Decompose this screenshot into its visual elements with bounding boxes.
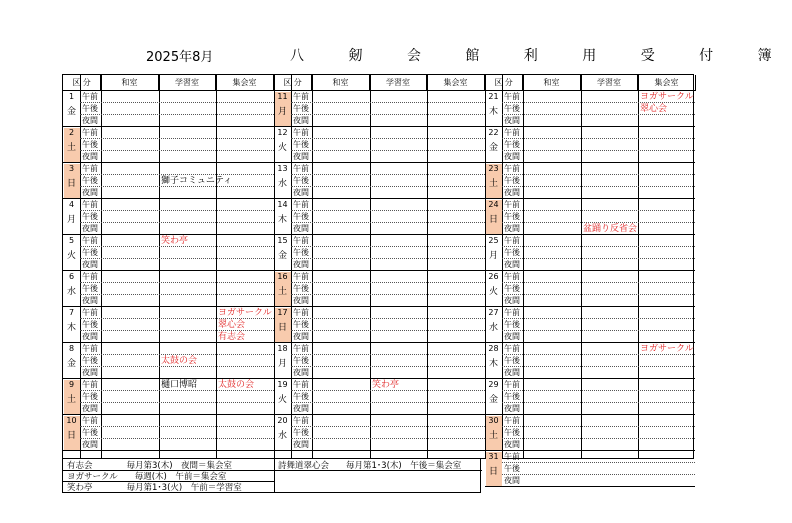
slot-label: 午後 [82, 104, 98, 113]
slot-label: 午前 [82, 308, 98, 317]
booking-entry[interactable]: 翠心会 [218, 320, 246, 330]
slot-label: 夜間 [293, 368, 309, 377]
slot-label: 午前 [504, 92, 520, 101]
day-weekday: 木 [277, 215, 287, 225]
booking-entry[interactable]: 盆踊り反省会 [583, 224, 638, 234]
day-weekday: 土 [66, 395, 76, 405]
slot-label: 午後 [504, 248, 520, 257]
column-header-washitsu: 和室 [312, 75, 370, 91]
slot-label: 午後 [504, 320, 520, 329]
slot-label: 夜間 [82, 368, 98, 377]
slot-label: 夜間 [293, 296, 309, 305]
slot-label: 午前 [293, 344, 309, 353]
slot-label: 午後 [504, 212, 520, 221]
note-line: ヨガサークル 毎週(木) 午前＝集会室 [67, 472, 227, 482]
booking-entry[interactable]: ヨガサークル [640, 92, 694, 102]
day-row[interactable] [63, 271, 274, 307]
slot-label: 午後 [293, 320, 309, 329]
day-number: 2 [68, 128, 75, 137]
day-number: 18 [277, 344, 288, 353]
slot-label: 午前 [82, 92, 98, 101]
day-row[interactable] [274, 415, 485, 451]
slot-label: 午前 [82, 272, 98, 281]
booking-entry[interactable]: 翠心会 [640, 104, 668, 114]
booking-entry[interactable]: ヨガサークル [640, 344, 694, 354]
slot-label: 午前 [82, 380, 98, 389]
slot-label: 午前 [504, 452, 520, 461]
slot-label: 夜間 [504, 116, 520, 125]
slot-label: 午前 [504, 416, 520, 425]
slot-label: 午前 [293, 272, 309, 281]
slot-label: 夜間 [293, 404, 309, 413]
booking-entry[interactable]: ヨガサークル [218, 308, 272, 318]
slot-label: 午後 [504, 176, 520, 185]
note-line: 笑わ亭 毎月第1･3(火) 午前＝学習室 [67, 483, 242, 493]
slot-label: 午後 [504, 140, 520, 149]
day-number: 23 [488, 164, 499, 173]
day-weekday: 日 [488, 215, 498, 225]
slot-label: 午後 [504, 428, 520, 437]
note-line: 詩舞道翠心会 毎月第1･3(木) 午後＝集会室 [278, 461, 462, 471]
slot-label: 午前 [82, 236, 98, 245]
slot-label: 午前 [82, 164, 98, 173]
day-weekday: 水 [66, 287, 76, 297]
slot-label: 夜間 [293, 260, 309, 269]
day-number: 17 [277, 308, 288, 317]
day-number: 30 [488, 416, 499, 425]
day-number: 16 [277, 272, 288, 281]
slot-label: 午前 [293, 200, 309, 209]
slot-label: 午後 [82, 212, 98, 221]
day-row[interactable] [274, 163, 485, 199]
day-row[interactable] [485, 235, 695, 271]
slot-label: 午後 [293, 176, 309, 185]
booking-entry[interactable]: 笑わ亭 [372, 380, 400, 390]
slot-label: 夜間 [82, 440, 98, 449]
day-weekday: 月 [66, 215, 76, 225]
day-weekday: 火 [277, 395, 287, 405]
day-number: 19 [277, 380, 288, 389]
slot-label: 午後 [293, 140, 309, 149]
slot-label: 午後 [504, 104, 520, 113]
slot-label: 午後 [82, 140, 98, 149]
day-row[interactable] [274, 343, 485, 379]
day-weekday: 木 [488, 107, 498, 117]
slot-label: 夜間 [82, 224, 98, 233]
slot-label: 夜間 [504, 152, 520, 161]
day-row[interactable] [274, 91, 485, 127]
slot-label: 夜間 [504, 188, 520, 197]
slot-label: 夜間 [293, 224, 309, 233]
slot-label: 午後 [82, 284, 98, 293]
day-row[interactable] [274, 127, 485, 163]
slot-label: 午後 [82, 356, 98, 365]
day-weekday: 日 [66, 431, 76, 441]
booking-entry[interactable]: 獅子コミュニティ [161, 176, 233, 186]
day-number: 6 [68, 272, 75, 281]
day-weekday: 月 [277, 107, 287, 117]
day-weekday: 日 [277, 323, 287, 333]
day-number: 20 [277, 416, 288, 425]
day-number: 11 [277, 92, 288, 101]
slot-label: 夜間 [82, 152, 98, 161]
day-weekday: 火 [488, 287, 498, 297]
day-number: 3 [68, 164, 75, 173]
slot-label: 夜間 [293, 152, 309, 161]
notes-divider [274, 459, 275, 492]
day-number: 15 [277, 236, 288, 245]
day-number: 7 [68, 308, 75, 317]
slot-label: 夜間 [82, 188, 98, 197]
slot-label: 夜間 [82, 260, 98, 269]
slot-label: 午後 [293, 248, 309, 257]
day-number: 21 [488, 92, 499, 101]
slot-label: 夜間 [82, 296, 98, 305]
day-weekday: 金 [66, 359, 76, 369]
slot-label: 午後 [504, 392, 520, 401]
day-number: 13 [277, 164, 288, 173]
slot-label: 午前 [82, 200, 98, 209]
day-number: 24 [488, 200, 499, 209]
column-header-shukai: 集会室 [216, 75, 274, 91]
day-number: 25 [488, 236, 499, 245]
day-weekday: 火 [277, 143, 287, 153]
day-number: 12 [277, 128, 288, 137]
day-row[interactable] [63, 127, 274, 163]
slot-label: 午前 [504, 200, 520, 209]
slot-label: 午前 [504, 344, 520, 353]
slot-label: 夜間 [504, 296, 520, 305]
slot-label: 午前 [504, 308, 520, 317]
slot-label: 夜間 [504, 224, 520, 233]
booking-entry[interactable]: 笑わ亭 [161, 236, 189, 246]
month-label: 2025年8月 [146, 50, 214, 65]
day-number: 8 [68, 344, 75, 353]
day-row[interactable] [274, 271, 485, 307]
day-weekday: 土 [488, 431, 498, 441]
slot-label: 午前 [293, 128, 309, 137]
slot-label: 午前 [82, 416, 98, 425]
day-number: 27 [488, 308, 499, 317]
day-weekday: 日 [66, 179, 76, 189]
slot-label: 午後 [82, 320, 98, 329]
slot-label: 夜間 [293, 440, 309, 449]
day-weekday: 土 [66, 143, 76, 153]
day-row[interactable] [485, 271, 695, 307]
day-row[interactable] [485, 127, 695, 163]
day-weekday: 金 [488, 143, 498, 153]
day-row[interactable] [63, 415, 274, 451]
day-weekday: 水 [277, 179, 287, 189]
day-row[interactable] [485, 451, 695, 487]
slot-label: 午前 [293, 164, 309, 173]
slot-label: 午前 [293, 380, 309, 389]
slot-label: 午前 [293, 416, 309, 425]
day-weekday: 水 [277, 431, 287, 441]
day-number: 26 [488, 272, 499, 281]
day-row[interactable] [485, 379, 695, 415]
booking-entry[interactable]: 太鼓の会 [218, 380, 255, 390]
regular-bookings-notes [62, 459, 481, 493]
note-divider [274, 470, 482, 471]
day-row[interactable] [274, 199, 485, 235]
slot-label: 午後 [82, 428, 98, 437]
slot-label: 午前 [293, 92, 309, 101]
booking-entry[interactable]: 樋口博昭 [161, 380, 198, 390]
slot-label: 夜間 [504, 440, 520, 449]
slot-label: 午後 [293, 356, 309, 365]
day-number: 9 [68, 380, 75, 389]
page-title: 八 剱 会 館 利 用 受 付 簿 [290, 48, 792, 64]
column-header-washitsu: 和室 [101, 75, 159, 91]
column-header-kubun: 区 分 [485, 75, 523, 91]
day-number: 31 [488, 452, 499, 461]
day-number: 14 [277, 200, 288, 209]
day-row[interactable] [63, 199, 274, 235]
day-number: 10 [66, 416, 77, 425]
slot-label: 午後 [293, 428, 309, 437]
slot-label: 午後 [504, 356, 520, 365]
day-weekday: 金 [488, 395, 498, 405]
day-row[interactable] [485, 307, 695, 343]
day-number: 29 [488, 380, 499, 389]
day-weekday: 木 [66, 323, 76, 333]
day-number: 28 [488, 344, 499, 353]
column-header-shukai: 集会室 [427, 75, 485, 91]
slot-label: 午後 [293, 104, 309, 113]
slot-label: 午前 [82, 344, 98, 353]
column-header-kubun: 区 分 [274, 75, 312, 91]
day-row[interactable] [63, 91, 274, 127]
booking-entry[interactable]: 有志会 [218, 332, 246, 342]
day-weekday: 土 [277, 287, 287, 297]
day-number: 1 [68, 92, 75, 101]
slot-label: 夜間 [504, 332, 520, 341]
day-weekday: 土 [488, 179, 498, 189]
column-header-gakushu: 学習室 [370, 75, 427, 91]
slot-label: 午後 [504, 464, 520, 473]
booking-entry[interactable]: 太鼓の会 [161, 356, 198, 366]
day-weekday: 金 [66, 107, 76, 117]
note-line: 有志会 毎月第3(木) 夜間＝集会室 [67, 461, 233, 471]
slot-label: 午後 [82, 392, 98, 401]
slot-label: 午後 [82, 248, 98, 257]
slot-label: 夜間 [504, 260, 520, 269]
slot-label: 夜間 [504, 404, 520, 413]
day-weekday: 木 [488, 359, 498, 369]
column-header-washitsu: 和室 [523, 75, 581, 91]
day-number: 22 [488, 128, 499, 137]
day-weekday: 月 [488, 251, 498, 261]
day-weekday: 日 [488, 467, 498, 477]
column-header-shukai: 集会室 [638, 75, 696, 91]
day-row[interactable] [274, 307, 485, 343]
day-weekday: 水 [488, 323, 498, 333]
slot-label: 午後 [293, 284, 309, 293]
column-header-gakushu: 学習室 [159, 75, 216, 91]
day-number: 4 [68, 200, 75, 209]
column-header-kubun: 区 分 [63, 75, 101, 91]
slot-label: 夜間 [82, 116, 98, 125]
slot-label: 午前 [504, 236, 520, 245]
slot-label: 夜間 [293, 116, 309, 125]
slot-label: 午後 [504, 284, 520, 293]
slot-label: 午後 [293, 392, 309, 401]
slot-label: 夜間 [504, 368, 520, 377]
slot-label: 午前 [82, 128, 98, 137]
slot-label: 午前 [293, 236, 309, 245]
slot-label: 夜間 [293, 188, 309, 197]
column-header-gakushu: 学習室 [581, 75, 638, 91]
day-row[interactable] [274, 235, 485, 271]
slot-label: 夜間 [293, 332, 309, 341]
slot-label: 午前 [504, 380, 520, 389]
slot-label: 夜間 [82, 332, 98, 341]
slot-label: 午前 [504, 164, 520, 173]
day-weekday: 月 [277, 359, 287, 369]
day-weekday: 火 [66, 251, 76, 261]
slot-label: 夜間 [82, 404, 98, 413]
slot-label: 午後 [82, 176, 98, 185]
day-row[interactable] [485, 415, 695, 451]
slot-label: 午後 [293, 212, 309, 221]
slot-label: 午前 [504, 128, 520, 137]
slot-label: 夜間 [504, 476, 520, 485]
day-number: 5 [68, 236, 75, 245]
slot-label: 午前 [293, 308, 309, 317]
day-weekday: 金 [277, 251, 287, 261]
slot-label: 午前 [504, 272, 520, 281]
day-row[interactable] [485, 163, 695, 199]
